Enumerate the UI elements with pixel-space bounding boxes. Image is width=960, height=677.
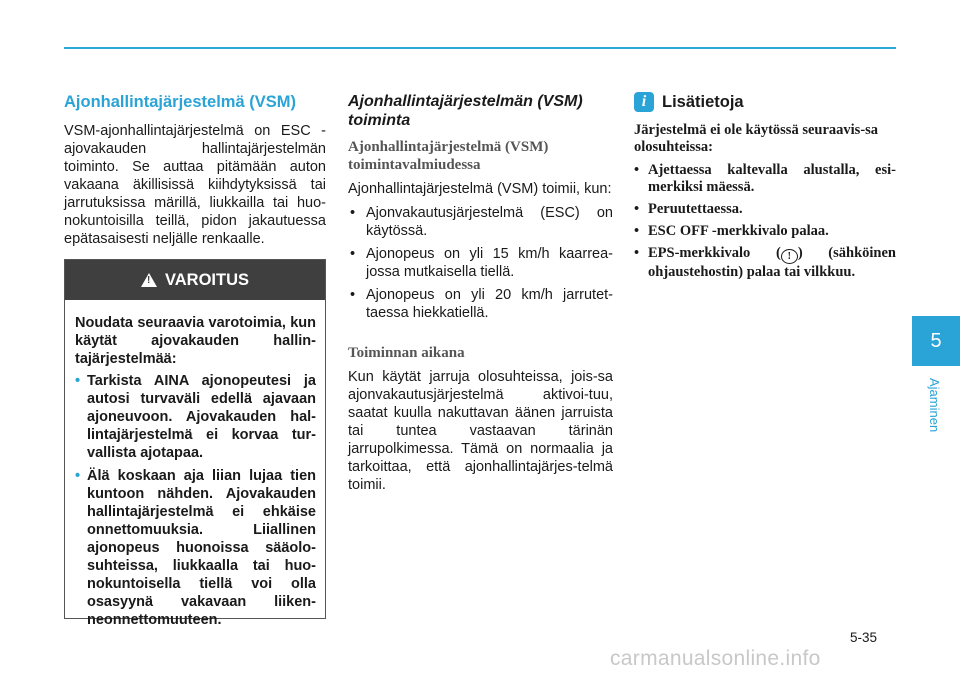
vsm-intro-paragraph: VSM-ajonhallintajärjestelmä on ESC -ajovakauden hallintajärjestelmän toiminto. Se auttaa pitämään auton vakaana äkillisissä kiihdytyksissä tai jarrutuksissa märillä, liukkailla tai huo-nokuntoisilla teillä, pidon jakautuessa epätasaisesti neljälle renkaalle. (64, 123, 326, 247)
chapter-label: Ajaminen (927, 378, 942, 433)
info-intro: Järjestelmä ei ole käytössä seuraavis-sa olosuhteissa: (634, 122, 879, 155)
warning-triangle-icon: ! (141, 273, 157, 287)
conditions-list (348, 204, 613, 322)
during-operation-paragraph: Kun käytät jarruja olosuhteissa, jois-sa ajonvakautusjärjestelmä aktivoi-tuu, saatat kuulla nakuttavan äänen jarruista tai tuntea vastaavan tärinän jarrupolkimessa. Tämä on normaalia ja tarkoittaa, että ajonhallintajärjes-telmä toimii. (348, 369, 613, 493)
section-heading-vsm: Ajonhallintajärjestelmä (VSM) (64, 93, 296, 111)
column-info (634, 92, 896, 286)
column-vsm-intro (64, 92, 326, 248)
bullet-icon: • (350, 205, 356, 221)
info-icon: i (634, 92, 654, 112)
warning-item: • Tarkista AINA ajonopeutesi ja autosi turvaväli edellä ajavaan ajoneuvoon. Ajovakauden hal-lintajärjestelmä ei korvaa tur-vallista ajotapaa. (75, 373, 316, 461)
warning-body (65, 300, 325, 629)
bullet-icon: • (75, 468, 81, 484)
info-list (634, 162, 896, 281)
watermark: carmanualsonline.info (610, 647, 821, 670)
chapter-tab: 5 (912, 316, 960, 366)
list-item: • EPS-merkkivalo ( ! ) (sähköinen ohjaustehostin) palaa tai vilkkuu. (634, 245, 896, 280)
info-header (634, 92, 896, 112)
eps-warning-icon: ! (781, 249, 798, 264)
bullet-icon: • (350, 287, 356, 303)
section-heading-operation: Ajonhallintajärjestelmän (VSM) toiminta (348, 93, 583, 129)
warning-item: • Älä koskaan aja liian lujaa tien kuntoon nähden. Ajovakauden hallintajärjestelmä ei ehkäise onnettomuuksia. Liiallinen ajonopeus huonoissa sääolo-suhteissa, liukkaalla tai huo-nokuntoisella tiellä voi olla osasyynä vakavaan liiken-neonnettomuuteen. (75, 468, 316, 628)
list-item: • ESC OFF -merkkivalo palaa. (634, 223, 829, 239)
bullet-icon: • (634, 245, 640, 261)
warning-list (75, 372, 316, 629)
warning-box (64, 259, 326, 628)
bullet-icon: • (634, 201, 640, 217)
bullet-icon: • (634, 223, 640, 239)
column-vsm-operation (348, 92, 613, 494)
page-number: 5-35 (850, 630, 878, 645)
top-rule (64, 47, 896, 49)
warning-intro: Noudata seuraavia varotoimia, kun käytät ajovakauden hallin-tajärjestelmää: (75, 315, 316, 367)
list-item: • Ajettaessa kaltevalla alustalla, esi-merkiksi mäessä. (634, 162, 896, 195)
list-item: • Ajonopeus on yli 15 km/h kaarrea-jossa mutkaisella tiellä. (350, 246, 613, 280)
list-item: • Ajonopeus on yli 20 km/h jarrutet-taessa hiekkatiellä. (350, 287, 613, 321)
bullet-icon: • (75, 373, 81, 389)
list-item: • Ajonvakautusjärjestelmä (ESC) on käytössä. (350, 205, 613, 239)
info-title: Lisätietoja (662, 92, 744, 111)
ready-paragraph: Ajonhallintajärjestelmä (VSM) toimii, kun: (348, 181, 612, 197)
warning-header (65, 260, 325, 300)
warning-title: VAROITUS (164, 270, 250, 289)
subheading-during-operation: Toiminnan aikana (348, 345, 465, 361)
bullet-icon: • (634, 162, 640, 178)
bullet-icon: • (350, 246, 356, 262)
list-item: • Peruutettaessa. (634, 201, 743, 217)
subheading-ready: Ajonhallintajärjestelmä (VSM) toimintavalmiudessa (348, 139, 549, 173)
